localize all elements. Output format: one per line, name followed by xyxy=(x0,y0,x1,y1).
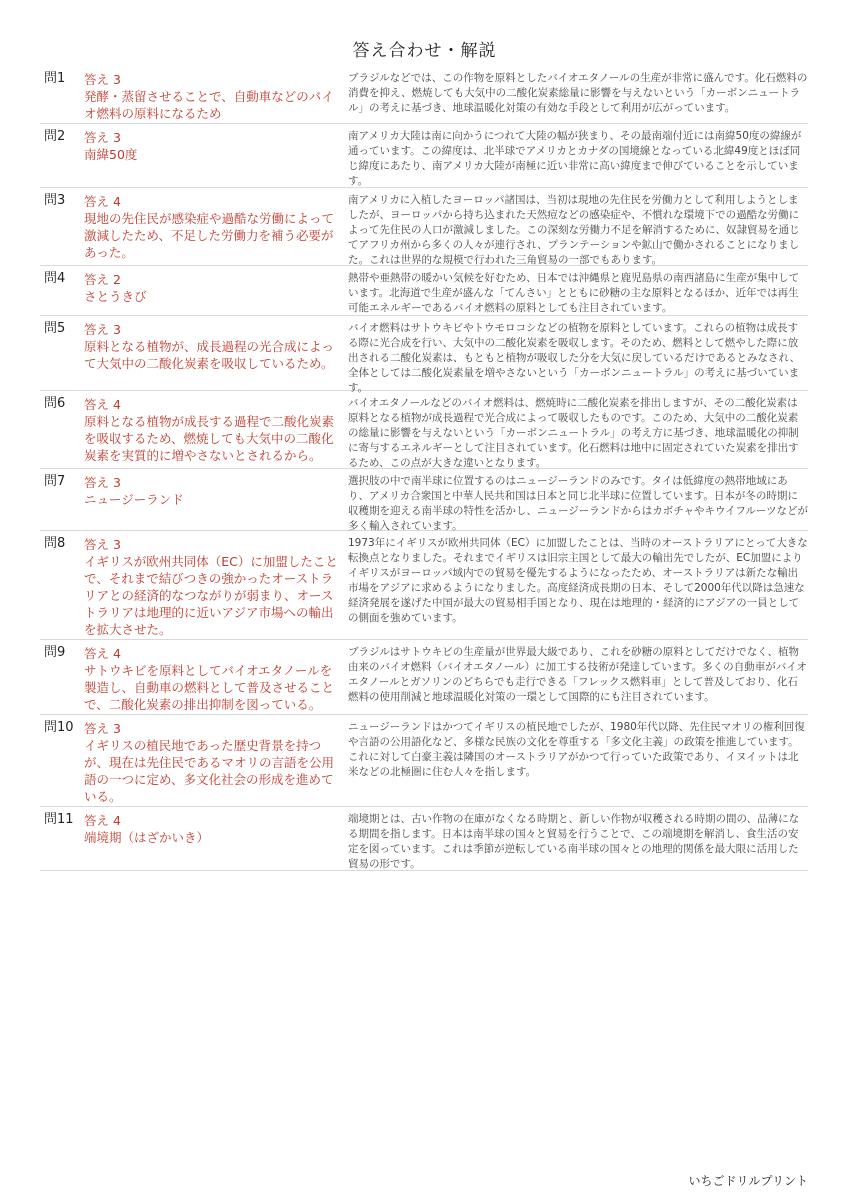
answer-label: 答え 3 xyxy=(84,322,121,337)
answer-row xyxy=(40,66,808,124)
question-number: 問3 xyxy=(44,193,66,208)
answer-label: 答え 3 xyxy=(84,130,121,145)
explanation-text: バイオ燃料はサトウキビやトウモロコシなどの植物を原料としています。これらの植物は成長する際に光合成を行い、大気中の二酸化炭素を吸収します。そのため、燃料として燃やした際に放出される二酸化炭素は、もともと植物が吸収した分を大気に戻しているだけであるとみなされ、全体としては二酸化炭素量を増やさないという「カーボンニュートラル」の考えに基づいています。 xyxy=(348,322,801,394)
answer-cell xyxy=(84,316,348,390)
answer-label: 答え 3 xyxy=(84,72,121,87)
answer-row xyxy=(40,316,808,394)
answer-row xyxy=(40,391,808,469)
answer-text: 南緯50度 xyxy=(84,147,138,162)
answer-row xyxy=(40,469,808,531)
question-number: 問1 xyxy=(44,71,66,86)
page-title: 答え合わせ・解説 xyxy=(352,41,497,61)
answer-row xyxy=(40,124,808,188)
answer-cell xyxy=(84,124,348,187)
answer-cell xyxy=(84,188,348,265)
answer-label: 答え 3 xyxy=(84,721,121,736)
answer-cell xyxy=(84,531,348,639)
answer-text: 現地の先住民が感染症や過酷な労働によって激減したため、不足した労働力を補う必要があった。 xyxy=(84,211,335,260)
answer-label: 答え 4 xyxy=(84,397,121,412)
explanation-text: 1973年にイギリスが欧州共同体（EC）に加盟したことは、当時のオーストラリアにとって大きな転換点となりました。それまでイギリスは旧宗主国として最大の輸出先でしたが、EC加盟によりイギリスがヨーロッパ域内での貿易を優先するようになったため、オーストラリアは新たな輸出市場をアジアに求めるようになりました。高度経済成長期の日本、そして2000年代以降は急速な経済発展を遂げた中国が最大の貿易相手国となり、現在は地理的・経済的にアジアの一員としての側面を強めています。 xyxy=(348,537,808,624)
question-number: 問2 xyxy=(44,129,66,144)
answer-row xyxy=(40,640,808,715)
answer-text: 端境期（はざかいき） xyxy=(84,830,210,845)
explanation-text: バイオエタノールなどのバイオ燃料は、燃焼時に二酸化炭素を排出しますが、その二酸化炭素は原料となる植物が成長過程で光合成によって吸収したものです。このため、大気中の二酸化炭素の総量に影響を与えないという「カーボンニュートラル」の考え方に基づき、地球温暖化の抑制に寄与するエネルギーとして注目されています。化石燃料は地中に固定されていた炭素を排出するため、この点が大きな違いとなります。 xyxy=(348,397,799,469)
answer-cell xyxy=(84,640,348,714)
answer-text: 原料となる植物が、成長過程の光合成によって大気中の二酸化炭素を吸収しているため。 xyxy=(84,339,335,371)
explanation-text: 南アメリカ大陸は南に向かうにつれて大陸の幅が狭まり、その最南端付近には南緯50度の緯線が通っています。この緯度は、北半球でアメリカとカナダの国境線となっている北緯49度とほぼ同じ緯度にあたり、南アメリカ大陸が南極に近い非常に高い緯度まで伸びていることを示しています。 xyxy=(348,130,802,187)
answer-cell xyxy=(84,266,348,315)
question-number: 問8 xyxy=(44,536,66,551)
answer-label: 答え 4 xyxy=(84,194,121,209)
answer-text: イギリスの植民地であった歴史背景を持つが、現在は先住民であるマオリの言語を公用語の一つに定め、多文化社会の形成を進めている。 xyxy=(84,738,335,804)
answer-label: 答え 2 xyxy=(84,272,121,287)
answer-table xyxy=(40,66,808,871)
answer-label: 答え 3 xyxy=(84,475,121,490)
explanation-text: ブラジルはサトウキビの生産量が世界最大級であり、これを砂糖の原料としてだけでなく、植物由来のバイオ燃料（バイオエタノール）に加工する技術が発達しています。多くの自動車がバイオエタノールとガソリンのどちらでも走行できる「フレックス燃料車」として普及しており、化石燃料の使用削減と地球温暖化対策の一環として国際的にも注目されています。 xyxy=(348,646,807,703)
explanation-text: ブラジルなどでは、この作物を原料としたバイオエタノールの生産が非常に盛んです。化石燃料の消費を抑え、燃焼しても大気中の二酸化炭素総量に影響を与えないという「カーボンニュートラル」の考えに基づき、地球温暖化対策の有効な手段として利用が広がっています。 xyxy=(348,72,808,114)
explanation-text: ニュージーランドはかつてイギリスの植民地でしたが、1980年代以降、先住民マオリの権利回復や言語の公用語化など、多様な民族の文化を尊重する「多文化主義」の政策を推進しています。これに対して白豪主義は隣国のオーストラリアがかつて行っていた政策であり、イヌイットは北米などの北極圏に住む人々を指します。 xyxy=(348,721,805,778)
answer-row xyxy=(40,715,808,807)
answer-cell xyxy=(84,715,348,806)
answer-cell xyxy=(84,807,348,870)
question-number: 問6 xyxy=(44,396,66,411)
answer-text: サトウキビを原料としてバイオエタノールを製造し、自動車の燃料として普及させることで、二酸化炭素の排出抑制を図っている。 xyxy=(84,663,335,712)
question-number: 問5 xyxy=(44,321,66,336)
explanation-text: 選択肢の中で南半球に位置するのはニュージーランドのみです。タイは低緯度の熱帯地域にあり、アメリカ合衆国と中華人民共和国は日本と同じ北半球に位置しています。日本が冬の時期に収穫期を迎える南半球の特性を活かし、ニュージーランドからはカボチャやキウイフルーツなどが多く輸入されています。 xyxy=(348,475,809,532)
answer-text: さとうきび xyxy=(84,289,147,304)
answer-cell xyxy=(84,66,348,123)
answer-label: 答え 3 xyxy=(84,537,121,552)
answer-text: イギリスが欧州共同体（EC）に加盟したことで、それまで結びつきの強かったオーストラリアとの経済的なつながりが弱まり、オーストラリアは地理的に近いアジア市場への輸出を拡大させた。 xyxy=(84,554,338,637)
explanation-text: 端境期とは、古い作物の在庫がなくなる時期と、新しい作物が収穫される時期の間の、品薄になる期間を指します。日本は南半球の国々と貿易を行うことで、この端境期を解消し、食生活の安定を図っています。これは季節が逆転している南半球の国々との地理的関係を最大限に活用した貿易の形です。 xyxy=(348,813,800,870)
question-number: 問4 xyxy=(44,271,66,286)
answer-row xyxy=(40,807,808,871)
answer-cell xyxy=(84,469,348,530)
answer-label: 答え 4 xyxy=(84,813,121,828)
answer-text: 発酵・蒸留させることで、自動車などのバイオ燃料の原料になるため xyxy=(84,89,334,121)
question-number: 問7 xyxy=(44,474,66,489)
answer-row xyxy=(40,188,808,266)
question-number: 問9 xyxy=(44,645,66,660)
answer-row xyxy=(40,266,808,316)
question-number: 問10 xyxy=(44,720,74,735)
answer-text: ニュージーランド xyxy=(84,492,184,507)
answer-text: 原料となる植物が成長する過程で二酸化炭素を吸収するため、燃焼しても大気中の二酸化炭素を実質的に増やさないとされるから。 xyxy=(84,414,335,463)
answer-label: 答え 4 xyxy=(84,646,121,661)
footer-brand: いちごドリルプリント xyxy=(688,1174,808,1188)
answer-row xyxy=(40,531,808,640)
question-number: 問11 xyxy=(44,812,74,827)
answer-cell xyxy=(84,391,348,468)
explanation-text: 熱帯や亜熱帯の暖かい気候を好むため、日本では沖縄県と鹿児島県の南西諸島に生産が集中しています。北海道で生産が盛んな「てんさい」とともに砂糖の主な原料となるほか、近年では再生可能エネルギーであるバイオ燃料の原料としても注目されています。 xyxy=(348,272,800,314)
explanation-text: 南アメリカに入植したヨーロッパ諸国は、当初は現地の先住民を労働力として利用しようとしましたが、ヨーロッパから持ち込まれた天然痘などの感染症や、不慣れな環境下での過酷な労働によって先住民の人口が激減しました。この深刻な労働力不足を解消するために、奴隷貿易を通じてアフリカ州から多くの人々が連行され、プランテーションや鉱山で働かされることになりました。これは世界的な規模で行われた三角貿易の一部でもあります。 xyxy=(348,194,800,266)
